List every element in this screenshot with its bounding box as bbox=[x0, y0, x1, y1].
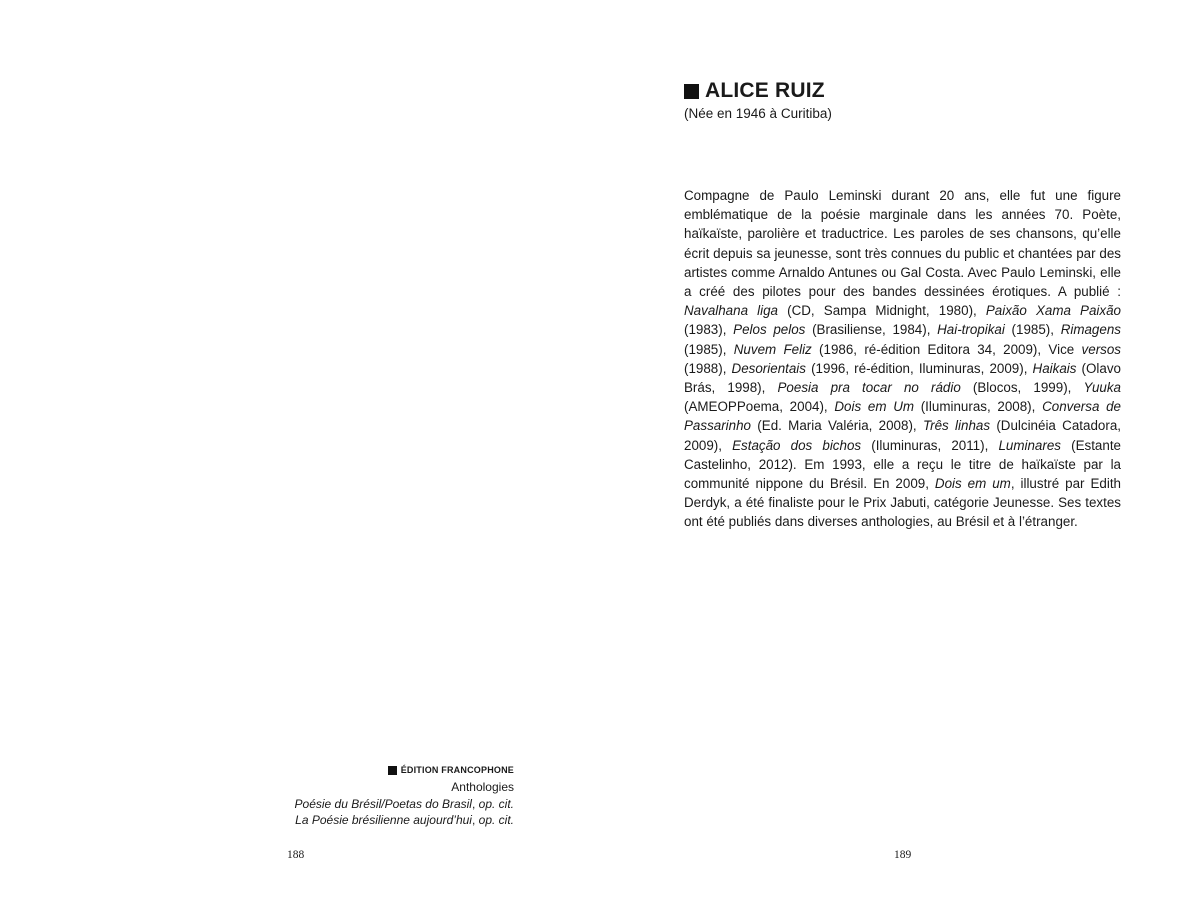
edition-item-cit: op. cit. bbox=[478, 813, 514, 827]
page-number-right: 189 bbox=[894, 849, 912, 861]
bio-text: (Iluminuras, 2008), bbox=[914, 399, 1043, 415]
bio-title-italic: Nuvem Feliz bbox=[733, 341, 812, 357]
bio-title-italic: Dois em Um bbox=[834, 399, 915, 415]
bio-title-italic: versos bbox=[1081, 341, 1121, 357]
bio-text: Compagne de Paulo Leminski durant 20 ans, elle fut une figure emblématique de la poésie marginale dans les années 70. Poète, haïkaïste, parolière et traductrice. Les paroles de ses chansons, qu’elle écrit depuis sa jeunesse, sont très connues du public et chantées par des artistes comme Arnaldo Antunes ou Gal Costa. Avec Paulo Leminski, elle a créé des pilotes pour des bandes dessinées érotiques. A publié : bbox=[684, 188, 1121, 300]
bio-title-italic: Conversa de Passarinho bbox=[684, 399, 1121, 434]
author-name: ALICE RUIZ bbox=[705, 79, 825, 102]
bio-text: (1985), bbox=[1004, 322, 1061, 338]
square-bullet-icon bbox=[388, 766, 397, 775]
edition-item-title: La Poésie brésilienne aujourd’hui bbox=[295, 813, 472, 827]
bio-title-italic: Pelos pelos bbox=[733, 322, 806, 338]
bio-text: (Estante Castelinho, 2012). Em 1993, elle a reçu le titre de haïkaïste par la communité nippone du Brésil. En 2009, bbox=[684, 437, 1121, 492]
bio-text: (Blocos, 1999), bbox=[960, 380, 1084, 396]
bio-title-italic: Estação dos bichos bbox=[732, 437, 862, 453]
bio-title-italic: Poesia pra tocar no rádio bbox=[777, 380, 961, 396]
bio-text: (1983), bbox=[684, 322, 734, 338]
bio-text: (Brasiliense, 1984), bbox=[805, 322, 938, 338]
bio-title-italic: Rimagens bbox=[1060, 322, 1121, 338]
square-bullet-icon bbox=[684, 84, 699, 99]
bio-title-italic: Luminares bbox=[998, 437, 1061, 453]
edition-heading-text: ÉDITION FRANCOPHONE bbox=[400, 765, 514, 775]
edition-heading bbox=[194, 764, 514, 777]
bio-title-italic: Paixão Xama Paixão bbox=[985, 303, 1121, 319]
bio-text: (Iluminuras, 2011), bbox=[861, 437, 999, 453]
edition-item-title: Poésie du Brésil/Poetas do Brasil bbox=[294, 796, 472, 811]
bio-title-italic: Três linhas bbox=[922, 418, 991, 434]
edition-item-cit: op. cit. bbox=[478, 796, 514, 811]
bio-text: (CD, Sampa Midnight, 1980), bbox=[778, 303, 986, 319]
bio-title-italic: Dois em um bbox=[934, 476, 1011, 492]
bio-text: (Dulcinéia Catadora, 2009), bbox=[684, 418, 1121, 453]
bio-title-italic: Haikais bbox=[1032, 360, 1077, 376]
bio-title-italic: Desorientais bbox=[731, 360, 806, 376]
edition-item-sep: , bbox=[471, 813, 479, 827]
edition-item-sep: , bbox=[471, 796, 479, 811]
author-biography bbox=[684, 186, 1121, 532]
bio-text: (AMEOPPoema, 2004), bbox=[684, 399, 835, 415]
author-header bbox=[684, 78, 1124, 123]
bio-title-italic: Hai-tropikai bbox=[937, 322, 1005, 338]
bio-text: , illustré par Edith Derdyk, a été finaliste pour le Prix Jabuti, catégorie Jeunesse. Ses textes ont été publiés dans diverses anthologies, au Brésil et à l’étranger. bbox=[684, 476, 1121, 530]
right-page bbox=[599, 0, 1198, 904]
edition-francophone bbox=[194, 764, 514, 829]
bio-text: (1996, ré-édition, Iluminuras, 2009), bbox=[805, 360, 1033, 376]
bio-text: (1988), bbox=[684, 360, 732, 376]
bio-text: (Olavo Brás, 1998), bbox=[684, 360, 1121, 396]
bio-title-italic: Navalhana liga bbox=[684, 303, 778, 319]
edition-item bbox=[194, 796, 514, 813]
edition-item bbox=[194, 812, 514, 829]
bio-title-italic: Yuuka bbox=[1083, 380, 1121, 396]
author-name-heading bbox=[684, 78, 1124, 104]
bio-text: (Ed. Maria Valéria, 2008), bbox=[751, 418, 923, 434]
page-number-left: 188 bbox=[287, 849, 305, 861]
author-dates: (Née en 1946 à Curitiba) bbox=[684, 106, 832, 121]
bio-text: (1986, ré-édition Editora 34, 2009), Vice bbox=[811, 341, 1082, 357]
edition-section-title: Anthologies bbox=[451, 780, 514, 794]
bio-text: (1985), bbox=[684, 341, 734, 357]
